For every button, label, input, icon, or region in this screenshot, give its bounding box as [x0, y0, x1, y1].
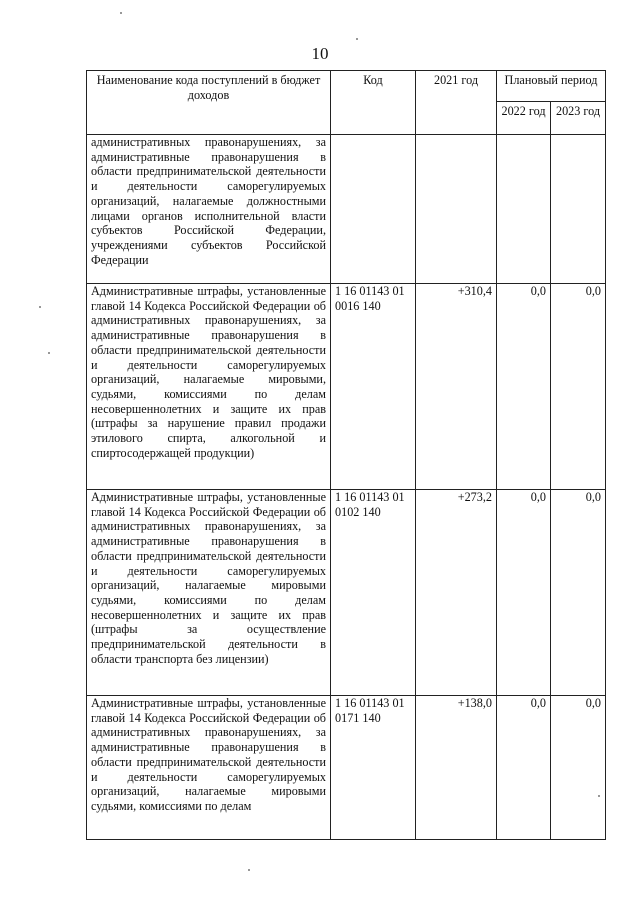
scan-speck — [39, 306, 41, 308]
row-amount-2023: 0,0 — [551, 284, 606, 490]
scan-speck — [356, 38, 358, 40]
row-amount-2022 — [497, 135, 551, 284]
table-row — [87, 284, 606, 490]
header-revenue-name: Наименование кода поступлений в бюджет доходов — [87, 71, 331, 135]
row-code: 1 16 01143 01 0102 140 — [331, 490, 416, 696]
row-code — [331, 135, 416, 284]
row-revenue-name: Административные штрафы, установленные главой 14 Кодекса Российской Федерации об административных правонарушениях, за административные правонарушения в области предпринимательской деятельности и деятельности саморегулируемых организаций, налагаемые мировыми судьями, комиссиями по делам — [87, 696, 331, 840]
scan-speck — [120, 12, 122, 14]
scan-speck — [248, 869, 250, 871]
row-revenue-name: Административные штрафы, установленные главой 14 Кодекса Российской Федерации об административных правонарушениях, за административные правонарушения в области предпринимательской деятельности и деятельности саморегулируемых организаций, налагаемые мировыми, судьями, комиссиями по делам несовершеннолетних и защите их прав (штрафы за нарушение правил продажи этилового спирта, алкогольной и спиртосодержащей продукции) — [87, 284, 331, 490]
table-header-row — [87, 71, 606, 102]
row-amount-2021: +138,0 — [416, 696, 497, 840]
row-code: 1 16 01143 01 0016 140 — [331, 284, 416, 490]
header-planned-period: Плановый период — [497, 71, 606, 102]
budget-revenue-table — [86, 70, 606, 840]
row-amount-2022: 0,0 — [497, 696, 551, 840]
header-code: Код — [331, 71, 416, 135]
row-amount-2022: 0,0 — [497, 284, 551, 490]
page-number: 10 — [311, 44, 329, 63]
row-revenue-name: Административные штрафы, установленные главой 14 Кодекса Российской Федерации об административных правонарушениях, за административные правонарушения в области предпринимательской деятельности и деятельности саморегулируемых организаций, налагаемые мировыми судьями, комиссиями по делам несовершеннолетних и защите их прав (штрафы за осуществление предпринимательской деятельности в области транспорта без лицензии) — [87, 490, 331, 696]
row-amount-2023: 0,0 — [551, 696, 606, 840]
table-row — [87, 696, 606, 840]
row-amount-2021 — [416, 135, 497, 284]
header-year-2023: 2023 год — [551, 102, 606, 135]
scan-speck — [598, 795, 600, 797]
row-revenue-name: административных правонарушениях, за административные правонарушения в области предпринимательской деятельности и деятельности саморегулируемых организаций, налагаемые должностными лицами органов исполнительной власти субъектов Российской Федерации, учреждениями субъектов Российской Федерации — [87, 135, 331, 284]
table-row — [87, 135, 606, 284]
header-year-2021: 2021 год — [416, 71, 497, 135]
row-amount-2021: +310,4 — [416, 284, 497, 490]
table-row — [87, 490, 606, 696]
row-amount-2022: 0,0 — [497, 490, 551, 696]
row-amount-2023 — [551, 135, 606, 284]
row-code: 1 16 01143 01 0171 140 — [331, 696, 416, 840]
row-amount-2021: +273,2 — [416, 490, 497, 696]
header-year-2022: 2022 год — [497, 102, 551, 135]
row-amount-2023: 0,0 — [551, 490, 606, 696]
scan-speck — [48, 352, 50, 354]
